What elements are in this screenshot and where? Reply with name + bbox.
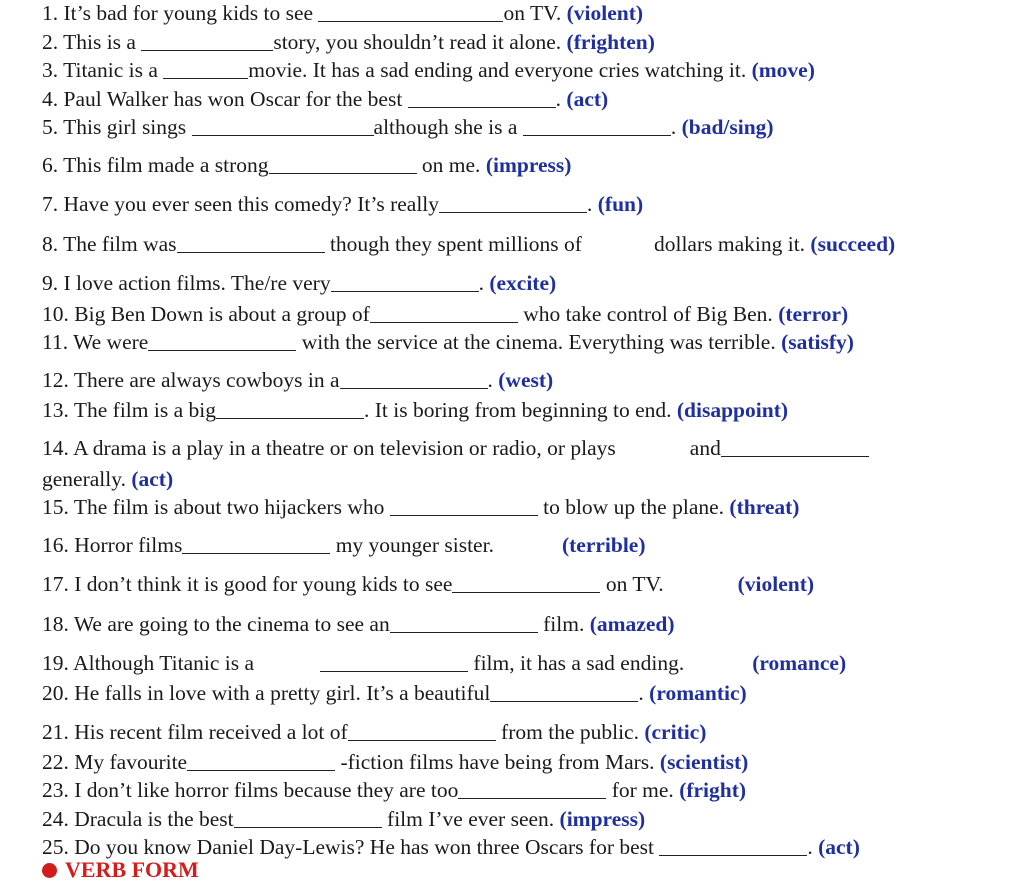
sentence-text: . [807,835,819,859]
exercise-line [42,301,848,327]
answer-blank[interactable] [439,192,587,213]
word-hint: (violent) [737,572,815,596]
sentence-text: film, it has a sad ending. [468,651,685,675]
word-hint: (fun) [597,192,644,216]
answer-blank[interactable] [182,533,330,554]
exercise-line [42,152,571,178]
sentence-text: 2. This is a [42,30,142,54]
word-hint: (terror) [778,302,849,326]
answer-blank[interactable] [452,572,600,593]
sentence-text: generally. [42,467,132,491]
answer-blank[interactable] [141,30,273,51]
exercise-line [42,680,747,706]
answer-blank[interactable] [390,495,538,516]
word-hint: (act) [566,87,609,111]
sentence-text: . [638,681,650,705]
sentence-text: 12. There are always cowboys in a [42,368,340,392]
word-hint: (act) [818,835,860,859]
exercise-line [42,270,556,296]
word-hint: (impress) [559,807,646,831]
answer-blank[interactable] [721,436,869,457]
sentence-text: and [689,436,721,460]
exercise-line [42,719,706,745]
sentence-text: . [670,115,682,139]
sentence-text: 17. I don’t think it is good for young kids to see [42,572,453,596]
exercise-line [42,532,646,558]
sentence-text: 6. This film made a strong [42,153,269,177]
answer-blank[interactable] [177,232,325,253]
exercise-line [42,435,869,461]
answer-blank[interactable] [234,807,382,828]
sentence-text: 16. Horror films [42,533,183,557]
answer-blank[interactable] [320,651,468,672]
answer-blank[interactable] [370,302,518,323]
sentence-text: 18. We are going to the cinema to see an [42,612,390,636]
word-hint: (bad/sing) [681,115,774,139]
sentence-text: 7. Have you ever seen this comedy? It’s really [42,192,440,216]
word-hint: (disappoint) [676,398,789,422]
answer-blank[interactable] [408,87,556,108]
bullet-icon [42,863,57,878]
word-hint: (move) [751,58,815,82]
sentence-text: film I’ve ever seen. [381,807,560,831]
exercise-line [42,57,815,83]
sentence-text: on TV. [600,572,664,596]
exercise-line [42,494,799,520]
exercise-line [42,749,748,775]
sentence-text: movie. It has a sad ending and everyone cries watching it. [248,58,752,82]
answer-blank[interactable] [216,398,364,419]
sentence-text: though they spent millions of [324,232,582,256]
exercise-line [42,777,746,803]
answer-blank[interactable] [523,115,671,136]
sentence-text: 21. His recent film received a lot of [42,720,348,744]
exercise-line [42,329,854,355]
sentence-text: film. [537,612,590,636]
sentence-text: 9. I love action films. The/re very [42,271,331,295]
sentence-text: 4. Paul Walker has won Oscar for the best [42,87,408,111]
word-hint: (fright) [679,778,747,802]
sentence-text: 20. He falls in love with a pretty girl. It’s a beautiful [42,681,491,705]
answer-blank[interactable] [390,612,538,633]
sentence-text: . It is boring from beginning to end. [363,398,677,422]
sentence-text: for me. [606,778,680,802]
word-hint: (excite) [489,271,557,295]
sentence-text: to blow up the plane. [537,495,730,519]
word-hint: (critic) [644,720,707,744]
word-hint: (act) [131,467,174,491]
exercise-line [42,0,643,26]
sentence-text: 23. I don’t like horror films because they are too [42,778,459,802]
answer-blank[interactable] [348,720,496,741]
sentence-text: 13. The film is a big [42,398,216,422]
sentence-text: although she is a [373,115,523,139]
answer-blank[interactable] [340,368,488,389]
word-hint: (impress) [485,153,572,177]
answer-blank[interactable] [163,58,248,79]
word-hint: (terrible) [561,533,646,557]
sentence-text: 25. Do you know Daniel Day-Lewis? He has won three Oscars for best [42,835,660,859]
sentence-text: dollars making it. [653,232,811,256]
sentence-text: on me. [416,153,486,177]
exercise-line [42,231,895,257]
sentence-text: -fiction films have being from Mars. [335,750,660,774]
exercise-line [42,191,643,217]
sentence-text: 15. The film is about two hijackers who [42,495,390,519]
exercise-line [42,367,553,393]
sentence-text: 22. My favourite [42,750,188,774]
sentence-text: . [587,192,598,216]
exercise-line [42,397,788,423]
exercise-line [42,29,655,55]
exercise-line [42,466,173,492]
sentence-text: 19. Although Titanic is a [42,651,255,675]
sentence-text: . [487,368,499,392]
sentence-text: on TV. [503,1,567,25]
sentence-text: 1. It’s bad for young kids to see [42,1,319,25]
word-hint: (amazed) [589,612,675,636]
sentence-text: 5. This girl sings [42,115,192,139]
answer-blank[interactable] [148,330,296,351]
word-hint: (succeed) [810,232,896,256]
section-heading [42,857,199,883]
sentence-text: . [478,271,490,295]
answer-blank[interactable] [659,835,807,856]
word-hint: (scientist) [659,750,749,774]
sentence-text: 14. A drama is a play in a theatre or on television or radio, or plays [42,436,616,460]
answer-blank[interactable] [187,750,335,771]
answer-blank[interactable] [490,681,638,702]
sentence-text: . [555,87,567,111]
answer-blank[interactable] [269,153,417,174]
answer-blank[interactable] [318,1,503,22]
answer-blank[interactable] [192,115,374,136]
answer-blank[interactable] [331,271,479,292]
word-hint: (frighten) [566,30,655,54]
answer-blank[interactable] [458,778,606,799]
sentence-text: from the public. [495,720,645,744]
exercise-line [42,611,674,637]
word-hint: (romance) [752,651,847,675]
exercise-line [42,650,846,676]
sentence-text: who take control of Big Ben. [517,302,779,326]
sentence-text: 3. Titanic is a [42,58,164,82]
word-hint: (romantic) [649,681,747,705]
exercise-line [42,114,774,140]
exercise-line [42,806,645,832]
sentence-text: 10. Big Ben Down is about a group of [42,302,370,326]
word-hint: (threat) [729,495,800,519]
sentence-text: with the service at the cinema. Everything was terrible. [296,330,782,354]
word-hint: (west) [498,368,554,392]
sentence-text: 24. Dracula is the best [42,807,234,831]
sentence-text: my younger sister. [330,533,494,557]
sentence-text: story, you shouldn’t read it alone. [273,30,567,54]
section-heading-label: VERB FORM [65,857,199,882]
word-hint: (violent) [566,1,644,25]
word-hint: (satisfy) [781,330,854,354]
exercise-line [42,86,608,112]
exercise-line [42,571,814,597]
sentence-text: 8. The film was [42,232,177,256]
sentence-text: 11. We were [42,330,149,354]
